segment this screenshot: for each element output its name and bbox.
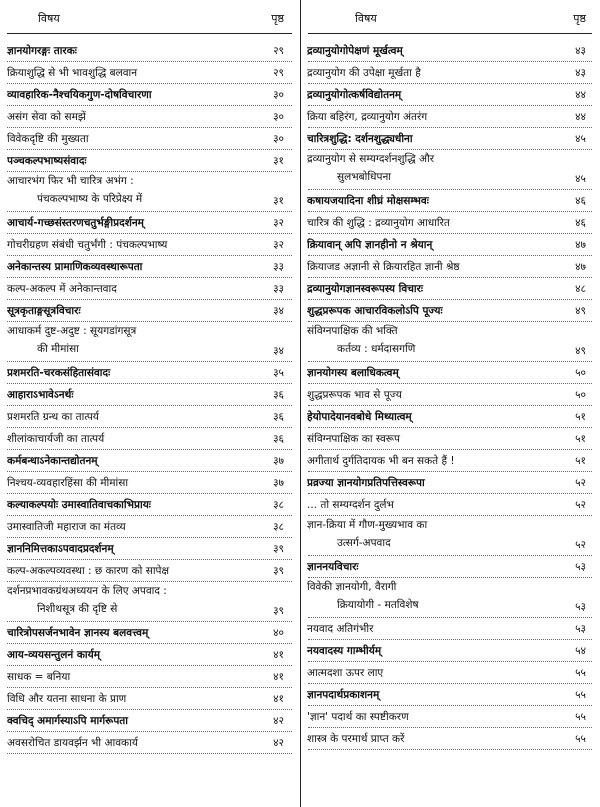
entry-title: गोचरीग्रहण संबंधी चतुर्भंगी : पंचकल्पभाष्य [7, 239, 168, 251]
page-number: ५० [575, 389, 586, 401]
page-number: ३३ [273, 283, 284, 295]
toc-subentry [300, 706, 600, 728]
entry-title: विवेकी ज्ञानयोगी, वैरागी [307, 581, 397, 593]
page-number: ५५ [575, 689, 586, 701]
entry-title: ज्ञाननिमित्तकाऽपवादप्रदर्शनम् [7, 543, 114, 555]
page-number: २९ [273, 45, 284, 57]
entry-title: कर्मबन्धाऽनेकान्तद्योतनम् [7, 455, 98, 467]
toc-subentry [0, 172, 300, 212]
toc-subentry [0, 732, 300, 754]
entry-title: क्रियाशुद्धि से भी भावशुद्धि बलवान [7, 67, 138, 79]
page-number: ५१ [575, 455, 586, 467]
page-number: ३१ [273, 195, 284, 207]
toc-column-right [300, 0, 600, 807]
entry-title: क्रिया बहिरंग, द्रव्यानुयोग अंतरंग [307, 111, 428, 123]
page-number: ३२ [273, 217, 284, 229]
toc-subentry [0, 106, 300, 128]
entry-title: संविग्नपाक्षिक का स्वरूप [307, 433, 400, 445]
entry-title: साधक = बनिया [7, 671, 71, 683]
entry-title: संविग्नपाक्षिक की भक्ति [307, 325, 398, 337]
page-number: ४२ [273, 737, 284, 749]
page-number: ५५ [575, 733, 586, 745]
toc-entries-right [300, 40, 600, 750]
entry-title: शुद्धप्ररूपक आचारविकलोऽपि पूज्यः [307, 305, 443, 317]
toc-subentry [300, 256, 600, 278]
entry-title: नयवाद अतिगंभीर [307, 623, 374, 635]
entry-title: प्रशमरति ग्रन्थ का तात्पर्य [7, 411, 99, 423]
toc-heading-entry [0, 710, 300, 732]
page-number: ४१ [273, 693, 284, 705]
toc-heading-entry [0, 150, 300, 172]
entry-title: प्रशमरति-चरकसंहितासंवादः [7, 367, 111, 379]
page-number: ४९ [575, 345, 586, 357]
page-number: ४४ [575, 111, 586, 123]
entry-title: आत्मदशा ऊपर लाए [307, 667, 384, 679]
toc-entries-left [0, 40, 300, 754]
toc-heading-entry [300, 640, 600, 662]
entry-title: अनेकान्तस्य प्रामाणिकव्यवस्थारूपता [7, 261, 143, 273]
toc-heading-entry [0, 450, 300, 472]
toc-subentry [0, 516, 300, 538]
entry-title: चारित्र की शुद्धि : द्रव्यानुयोग आधारित [307, 217, 450, 229]
toc-heading-entry [300, 234, 600, 256]
page-number: ४३ [575, 67, 586, 79]
toc-heading-entry [300, 684, 600, 706]
entry-divider [308, 749, 592, 750]
page-number: ५३ [575, 561, 586, 573]
entry-title: अगीतार्थ दुर्गतिदायक भी बन सकते हैं ! [307, 455, 455, 467]
page-number: ३५ [273, 367, 284, 379]
page-number: २९ [273, 67, 284, 79]
entry-title: शीलांकाचार्यजी का तात्पर्य [7, 433, 105, 445]
toc-subentry [300, 728, 600, 750]
entry-title: आहाराऽभावेऽनर्थः [7, 389, 74, 401]
entry-title: विवेकदृष्टि की मुख्यता [7, 133, 89, 145]
toc-subentry [0, 322, 300, 362]
page-number: ४१ [273, 649, 284, 661]
page-number: ३० [273, 111, 284, 123]
entry-title: कषायजयादिना शीघ्रं मोक्षसम्भवः [307, 195, 429, 207]
toc-subentry [300, 150, 600, 190]
page-number: ४१ [273, 671, 284, 683]
entry-title: व्यावहारिक-नैश्चयिकगुण-दोषविचारणा [7, 89, 152, 101]
toc-subentry [300, 450, 600, 472]
entry-title: ज्ञानयोगस्य बलाधिकत्वम् [307, 367, 399, 379]
toc-subentry [0, 234, 300, 256]
page-number: ५० [575, 367, 586, 379]
toc-subentry [300, 322, 600, 362]
entry-title: द्रव्यानुयोगज्ञानस्वरूपस्य विचारः [307, 283, 424, 295]
toc-subentry [300, 62, 600, 84]
toc-heading-entry [300, 556, 600, 578]
entry-title: 'ज्ञान' पदार्थ का स्पष्टीकरण [307, 711, 409, 723]
toc-heading-entry [300, 128, 600, 150]
entry-title: उमास्वातिजी महाराज का मंतव्य [7, 521, 126, 533]
entry-title: आधाकर्म दुष्ट-अदुष्ट : सूयगडांगसूत्र [7, 325, 137, 337]
page-header: पृष्ठ [271, 12, 284, 25]
toc-heading-entry [300, 362, 600, 384]
toc-subentry [300, 618, 600, 640]
entry-title: ज्ञानपदार्थप्रकाशनम् [307, 689, 380, 701]
entry-title: द्रव्यानुयोगोत्कर्षविद्योतनम् [307, 89, 402, 101]
page-number: ३८ [273, 521, 284, 533]
page-number: ३६ [273, 411, 284, 423]
page-number: ३९ [273, 605, 284, 617]
entry-title: ज्ञानयोगरङ्गः तारकः [7, 45, 77, 57]
toc-heading-entry [300, 300, 600, 322]
toc-heading-entry [300, 278, 600, 300]
entry-title: ज्ञान-क्रिया में गौण-मुख्यभाव का [307, 519, 428, 531]
page-number: ३४ [273, 345, 284, 357]
entry-title: द्रव्यानुयोग से सम्यग्दर्शनशुद्धि और [307, 153, 435, 165]
page-number: ३२ [273, 239, 284, 251]
page-number: ३७ [273, 477, 284, 489]
page-number: ५३ [575, 601, 586, 613]
entry-title: क्रियावान् अपि ज्ञानहीनो न श्रेयान् [307, 239, 433, 251]
entry-title: ... तो सम्यग्दर्शन दुर्लभ [307, 499, 394, 511]
page-number: ४७ [575, 261, 586, 273]
page-number: ३४ [273, 305, 284, 317]
toc-heading-entry [0, 622, 300, 644]
page-number: ५२ [575, 499, 586, 511]
page-number: ४० [273, 627, 284, 639]
entry-title: चारित्रशुद्धि: दर्शनशुद्ध्यधीना [307, 133, 413, 145]
toc-subentry [0, 666, 300, 688]
page-number: ५४ [575, 645, 586, 657]
toc-heading-entry [0, 256, 300, 278]
toc-subentry [300, 494, 600, 516]
toc-subentry [0, 406, 300, 428]
page-number: ४६ [575, 195, 586, 207]
toc-header [300, 11, 600, 31]
toc-heading-entry [300, 190, 600, 212]
toc-header [0, 11, 300, 31]
entry-title-continuation: निशीथसूत्र की दृष्टि से [37, 603, 118, 615]
entry-title: विधि और यतना साधना के प्राण [7, 693, 127, 705]
page-number: ३६ [273, 389, 284, 401]
toc-heading-entry [0, 538, 300, 560]
page-number: ५२ [575, 539, 586, 551]
entry-title: दर्शनप्रभावकग्रंथअध्ययन के लिए अपवाद : [7, 585, 167, 597]
toc-heading-entry [300, 40, 600, 62]
toc-subentry [300, 516, 600, 556]
entry-title: आचारभंग फिर भी चारित्र अभंग : [7, 175, 134, 187]
entry-title-continuation: क्रियायोगी - मतविशेष [337, 599, 419, 611]
subject-header: विषय [38, 12, 60, 25]
toc-heading-entry [0, 300, 300, 322]
toc-subentry [300, 662, 600, 684]
page-number: ५१ [575, 411, 586, 423]
page-number: ३१ [273, 155, 284, 167]
entry-title: द्रव्यानुयोग की उपेक्षा मूर्खता है [307, 67, 421, 79]
entry-title: क्वचिद् अमार्गस्याऽपि मार्गरूपता [7, 715, 128, 727]
entry-title: कल्प-अकल्प में अनेकान्तवाद [7, 283, 117, 295]
entry-title: निश्चय-व्यवहारहिंसा की मीमांसा [7, 477, 129, 489]
page-number: ४४ [575, 89, 586, 101]
toc-heading-entry [300, 84, 600, 106]
entry-title-continuation: उत्सर्ग-अपवाद [337, 537, 391, 549]
entry-title: पञ्चकल्पभाष्यसंवादः [7, 155, 87, 167]
entry-divider [7, 753, 292, 754]
entry-title-continuation: कर्तव्य : धर्मदासगणि [337, 343, 416, 355]
entry-title: सूत्रकृताङ्गसूत्रविचारः [7, 305, 81, 317]
page-number: ४३ [575, 45, 586, 57]
entry-title: हेयोपादेयानवबोधे मिथ्यात्वम् [307, 411, 412, 423]
toc-subentry [0, 128, 300, 150]
toc-subentry [300, 212, 600, 234]
toc-heading-entry [0, 212, 300, 234]
page-number: ४९ [575, 305, 586, 317]
page-number: ३८ [273, 499, 284, 511]
page-number: ४७ [575, 239, 586, 251]
page-number: ३९ [273, 543, 284, 555]
header-divider [7, 33, 292, 34]
page-number: ४५ [575, 133, 586, 145]
toc-subentry [0, 472, 300, 494]
entry-title: नयवादस्य गाम्भीर्यम् [307, 645, 382, 657]
toc-heading-entry [300, 406, 600, 428]
entry-title: शास्त्र के परमार्थ प्राप्त करें [307, 733, 405, 745]
toc-subentry [300, 106, 600, 128]
entry-title: आचार्य-गच्छसंस्तरणचतुर्भङ्गीप्रदर्शनम् [7, 217, 144, 229]
entry-title-continuation: की मीमांसा [37, 343, 79, 355]
page-number: ३६ [273, 433, 284, 445]
page-number: ३७ [273, 455, 284, 467]
toc-subentry [300, 428, 600, 450]
toc-heading-entry [0, 494, 300, 516]
page-number: ५२ [575, 477, 586, 489]
entry-title: द्रव्यानुयोगोपेक्षणं मूर्खत्वम् [307, 45, 403, 57]
page-number: ४६ [575, 217, 586, 229]
toc-heading-entry [0, 40, 300, 62]
toc-subentry [300, 384, 600, 406]
entry-title: कल्याकल्पयोः उमास्वातिवाचकाभिप्रायः [7, 499, 151, 511]
page-number: ४५ [575, 173, 586, 185]
toc-heading-entry [300, 472, 600, 494]
page-header: पृष्ठ [573, 12, 586, 25]
toc-heading-entry [0, 384, 300, 406]
entry-title: प्रव्रज्या ज्ञानयोगप्रतिपत्तिस्वरूपा [307, 477, 425, 489]
page-number: ३३ [273, 261, 284, 273]
page-number: ३९ [273, 565, 284, 577]
entry-title-continuation: सुलभबोधिपना [337, 171, 392, 183]
page-number: ५३ [575, 623, 586, 635]
entry-title: आय-व्ययसन्तुलनं कार्यम् [7, 649, 101, 661]
entry-title: अवसरोचित डायवर्झन भी आवकार्य [7, 737, 138, 749]
entry-title: ज्ञाननयविचारः [307, 561, 359, 573]
entry-title: शुद्धप्ररूपक भाव से पूज्य [307, 389, 402, 401]
subject-header: विषय [355, 12, 377, 25]
header-divider [308, 33, 592, 34]
toc-heading-entry [0, 362, 300, 384]
toc-subentry [0, 62, 300, 84]
toc-subentry [0, 688, 300, 710]
entry-title-continuation: पंचकल्पभाष्य के परिप्रेक्ष्य में [37, 193, 143, 205]
toc-subentry [0, 560, 300, 582]
toc-subentry [0, 428, 300, 450]
page-number: ४२ [273, 715, 284, 727]
page-number: ३० [273, 133, 284, 145]
page-number: ३० [273, 89, 284, 101]
page-number: ४८ [575, 283, 586, 295]
toc-heading-entry [0, 84, 300, 106]
page-number: ५५ [575, 711, 586, 723]
toc-subentry [300, 578, 600, 618]
toc-heading-entry [0, 644, 300, 666]
entry-title: कल्प-अकल्पव्यवस्था : छ कारण को सापेक्ष [7, 565, 170, 577]
entry-title: असंग सेवा को समझें [7, 111, 86, 123]
page-number: ५१ [575, 433, 586, 445]
toc-subentry [0, 582, 300, 622]
entry-title: क्रियाजड अज्ञानी से क्रियारहित ज्ञानी श्रेष्ठ [307, 261, 460, 273]
entry-title: चारित्रोपसर्जनभावेन ज्ञानस्य बलवत्त्वम् [7, 627, 149, 639]
toc-subentry [0, 278, 300, 300]
page-number: ५५ [575, 667, 586, 679]
